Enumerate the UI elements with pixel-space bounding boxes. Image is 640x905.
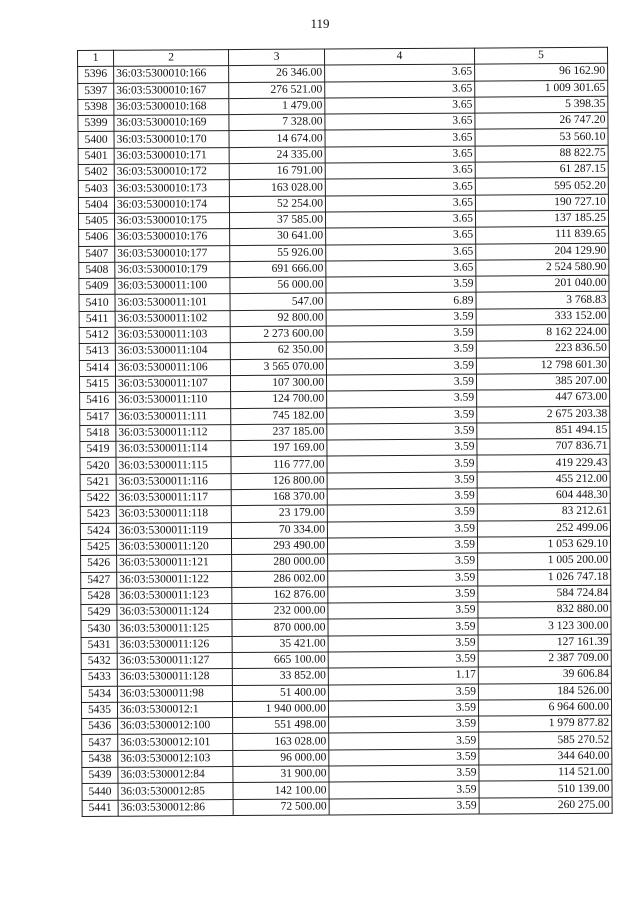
total-value: 137 185.25 (475, 210, 608, 227)
rate-value: 1.17 (328, 667, 478, 684)
total-value: 3 768.83 (476, 292, 609, 309)
total-value: 6 964 600.00 (478, 699, 611, 716)
row-number: 5403 (78, 181, 114, 198)
rate-value: 3.65 (325, 130, 475, 147)
rate-value: 3.59 (326, 309, 476, 326)
total-value: 1 053 629.10 (477, 536, 610, 553)
row-number: 5437 (82, 735, 118, 752)
total-value: 111 839.65 (476, 227, 609, 244)
rate-value: 3.59 (328, 570, 478, 587)
rate-value: 6.89 (326, 293, 476, 310)
total-value: 344 640.00 (479, 748, 612, 765)
rate-value: 3.65 (326, 244, 476, 261)
cadastral-number: 36:03:5300011:115 (116, 457, 231, 474)
row-number: 5406 (79, 230, 115, 247)
total-value: 260 275.00 (479, 797, 612, 814)
cadastral-number: 36:03:5300010:169 (114, 115, 229, 132)
rate-value: 3.59 (327, 407, 477, 424)
area-value: 16 791.00 (229, 163, 325, 180)
rate-value: 3.59 (329, 765, 479, 782)
row-number: 5412 (79, 327, 115, 344)
area-value: 30 641.00 (230, 228, 326, 245)
area-value: 163 028.00 (233, 733, 329, 750)
row-number: 5430 (81, 621, 117, 638)
area-value: 745 182.00 (231, 408, 327, 425)
header-col-1: 1 (78, 50, 114, 67)
rate-value: 3.65 (325, 211, 475, 228)
rate-value: 3.59 (328, 651, 478, 668)
row-number: 5441 (82, 800, 118, 817)
cadastral-number: 36:03:5300012:103 (118, 750, 233, 767)
cadastral-number: 36:03:5300011:127 (117, 653, 232, 670)
cadastral-number: 36:03:5300011:122 (117, 571, 232, 588)
rate-value: 3.59 (327, 390, 477, 407)
cadastral-number: 36:03:5300011:118 (116, 506, 231, 523)
area-value: 31 900.00 (233, 766, 329, 783)
rate-value: 3.59 (326, 358, 476, 375)
area-value: 276 521.00 (229, 82, 325, 99)
cadastral-number: 36:03:5300010:177 (115, 245, 230, 262)
total-value: 419 229.43 (477, 455, 610, 472)
data-table (77, 47, 613, 817)
cadastral-number: 36:03:5300011:121 (117, 555, 232, 572)
cadastral-number: 36:03:5300011:111 (116, 408, 231, 425)
total-value: 88 822.75 (475, 145, 608, 162)
total-value: 2 524 580.90 (476, 259, 609, 276)
row-number: 5426 (81, 555, 117, 572)
rate-value: 3.59 (328, 586, 478, 603)
cadastral-number: 36:03:5300011:104 (115, 343, 230, 360)
row-number: 5413 (79, 344, 115, 361)
rate-value: 3.59 (328, 635, 478, 652)
rate-value: 3.59 (327, 488, 477, 505)
cadastral-number: 36:03:5300010:168 (114, 98, 229, 115)
rate-value: 3.59 (328, 553, 478, 570)
area-value: 691 666.00 (230, 261, 326, 278)
area-value: 293 490.00 (231, 538, 327, 555)
total-value: 127 161.39 (478, 634, 611, 651)
row-number: 5433 (81, 670, 117, 687)
row-number: 5436 (82, 718, 118, 735)
total-value: 190 727.10 (475, 194, 608, 211)
area-value: 72 500.00 (233, 799, 329, 816)
rate-value: 3.59 (326, 325, 476, 342)
total-value: 114 521.00 (479, 764, 612, 781)
row-number: 5431 (81, 637, 117, 654)
area-value: 3 565 070.00 (230, 359, 326, 376)
area-value: 52 254.00 (229, 196, 325, 213)
cadastral-number: 36:03:5300010:179 (115, 261, 230, 278)
area-value: 870 000.00 (232, 619, 328, 636)
cadastral-number: 36:03:5300011:123 (117, 587, 232, 604)
total-value: 61 287.15 (475, 161, 608, 178)
cadastral-number: 36:03:5300010:166 (114, 66, 229, 83)
cadastral-number: 36:03:5300011:110 (116, 392, 231, 409)
total-value: 53 560.10 (475, 129, 608, 146)
total-value: 455 212.00 (477, 471, 610, 488)
row-number: 5420 (80, 458, 116, 475)
area-value: 126 800.00 (231, 473, 327, 490)
rate-value: 3.59 (327, 455, 477, 472)
area-value: 197 169.00 (231, 440, 327, 457)
rate-value: 3.65 (325, 195, 475, 212)
area-value: 2 273 600.00 (230, 326, 326, 343)
rate-value: 3.65 (325, 97, 475, 114)
row-number: 5398 (78, 99, 114, 116)
cadastral-number: 36:03:5300011:102 (115, 310, 230, 327)
rate-value: 3.59 (327, 537, 477, 554)
row-number: 5408 (79, 262, 115, 279)
rate-value: 3.59 (326, 374, 476, 391)
total-value: 851 494.15 (477, 422, 610, 439)
rate-value: 3.65 (326, 227, 476, 244)
area-value: 23 179.00 (231, 505, 327, 522)
cadastral-number: 36:03:5300011:119 (116, 522, 231, 539)
total-value: 2 675 203.38 (477, 406, 610, 423)
cadastral-number: 36:03:5300010:176 (115, 229, 230, 246)
row-number: 5417 (80, 409, 116, 426)
row-number: 5396 (78, 67, 114, 84)
cadastral-number: 36:03:5300010:171 (114, 147, 229, 164)
cadastral-number: 36:03:5300011:117 (116, 490, 231, 507)
row-number: 5421 (80, 474, 116, 491)
area-value: 62 350.00 (230, 342, 326, 359)
row-number: 5414 (79, 360, 115, 377)
cadastral-number: 36:03:5300012:86 (118, 799, 233, 816)
row-number: 5402 (78, 164, 114, 181)
row-number: 5419 (80, 441, 116, 458)
cadastral-number: 36:03:5300011:98 (117, 685, 232, 702)
total-value: 832 880.00 (478, 601, 611, 618)
area-value: 142 100.00 (233, 782, 329, 799)
area-value: 37 585.00 (229, 212, 325, 229)
total-value: 5 398.35 (475, 96, 608, 113)
cadastral-number: 36:03:5300011:114 (116, 441, 231, 458)
row-number: 5405 (78, 213, 114, 230)
row-number: 5438 (82, 751, 118, 768)
area-value: 665 100.00 (232, 652, 328, 669)
total-value: 201 040.00 (476, 275, 609, 292)
rate-value: 3.65 (325, 113, 475, 130)
rate-value: 3.59 (329, 733, 479, 750)
row-number: 5409 (79, 278, 115, 295)
area-value: 286 002.00 (232, 570, 328, 587)
area-value: 56 000.00 (230, 277, 326, 294)
rate-value: 3.59 (328, 602, 478, 619)
row-number: 5416 (80, 393, 116, 410)
total-value: 83 212.61 (477, 504, 610, 521)
row-number: 5423 (80, 507, 116, 524)
total-value: 96 162.90 (475, 64, 608, 81)
rate-value: 3.65 (325, 81, 475, 98)
rate-value: 3.65 (325, 146, 475, 163)
rate-value: 3.59 (327, 439, 477, 456)
total-value: 12 798 601.30 (476, 357, 609, 374)
total-value: 1 005 200.00 (478, 552, 611, 569)
total-value: 8 162 224.00 (476, 324, 609, 341)
cadastral-number: 36:03:5300010:172 (114, 164, 229, 181)
cadastral-number: 36:03:5300011:107 (115, 376, 230, 393)
area-value: 70 334.00 (231, 522, 327, 539)
row-number: 5428 (81, 588, 117, 605)
rate-value: 3.59 (327, 504, 477, 521)
rate-value: 3.65 (325, 178, 475, 195)
row-number: 5425 (80, 539, 116, 556)
row-number: 5429 (81, 604, 117, 621)
area-value: 168 370.00 (231, 489, 327, 506)
row-number: 5418 (80, 425, 116, 442)
area-value: 26 346.00 (229, 65, 325, 82)
total-value: 2 387 709.00 (478, 650, 611, 667)
total-value: 1 979 877.82 (479, 715, 612, 732)
cadastral-number: 36:03:5300012:100 (118, 718, 233, 735)
rate-value: 3.59 (329, 749, 479, 766)
cadastral-number: 36:03:5300010:174 (114, 196, 229, 213)
area-value: 280 000.00 (232, 554, 328, 571)
area-value: 551 498.00 (233, 717, 329, 734)
row-number: 5432 (81, 653, 117, 670)
cadastral-number: 36:03:5300012:1 (117, 701, 232, 718)
total-value: 584 724.84 (478, 585, 611, 602)
row-number: 5422 (80, 490, 116, 507)
row-number: 5411 (79, 311, 115, 328)
cadastral-number: 36:03:5300011:112 (116, 424, 231, 441)
rate-value: 3.59 (328, 700, 478, 717)
rate-value: 3.59 (329, 716, 479, 733)
total-value: 707 836.71 (477, 438, 610, 455)
area-value: 547.00 (230, 293, 326, 310)
total-value: 595 052.20 (475, 178, 608, 195)
row-number: 5410 (79, 295, 115, 312)
cadastral-number: 36:03:5300011:124 (117, 604, 232, 621)
rate-value: 3.59 (327, 472, 477, 489)
total-value: 184 526.00 (478, 683, 611, 700)
area-value: 24 335.00 (229, 147, 325, 164)
area-value: 1 479.00 (229, 98, 325, 115)
area-value: 107 300.00 (230, 375, 326, 392)
area-value: 7 328.00 (229, 114, 325, 131)
cadastral-number: 36:03:5300010:167 (114, 82, 229, 99)
rate-value: 3.59 (326, 276, 476, 293)
cadastral-number: 36:03:5300012:85 (118, 783, 233, 800)
total-value: 510 139.00 (479, 781, 612, 798)
total-value: 26 747.20 (475, 112, 608, 129)
header-col-4: 4 (324, 48, 474, 65)
area-value: 162 876.00 (232, 587, 328, 604)
area-value: 14 674.00 (229, 130, 325, 147)
rate-value: 3.59 (328, 618, 478, 635)
area-value: 237 185.00 (231, 424, 327, 441)
header-col-3: 3 (229, 49, 325, 66)
page-number: 119 (310, 16, 330, 31)
cadastral-number: 36:03:5300011:125 (117, 620, 232, 637)
row-number: 5427 (81, 572, 117, 589)
cadastral-number: 36:03:5300011:120 (116, 538, 231, 555)
row-number: 5435 (81, 702, 117, 719)
cadastral-number: 36:03:5300011:116 (116, 473, 231, 490)
cadastral-number: 36:03:5300010:170 (114, 131, 229, 148)
rate-value: 3.65 (326, 260, 476, 277)
header-col-2: 2 (114, 50, 229, 67)
row-number: 5400 (78, 132, 114, 149)
cadastral-number: 36:03:5300010:175 (114, 213, 229, 230)
area-value: 55 926.00 (230, 245, 326, 262)
area-value: 1 940 000.00 (232, 701, 328, 718)
table-body (78, 64, 613, 817)
row-number: 5439 (82, 767, 118, 784)
cadastral-number: 36:03:5300011:128 (117, 669, 232, 686)
cadastral-number: 36:03:5300011:101 (115, 294, 230, 311)
table-row (82, 797, 612, 817)
cadastral-number: 36:03:5300011:103 (115, 327, 230, 344)
total-value: 1 009 301.65 (475, 80, 608, 97)
cadastral-number: 36:03:5300011:106 (115, 359, 230, 376)
row-number: 5399 (78, 115, 114, 132)
total-value: 385 207.00 (476, 373, 609, 390)
cadastral-number: 36:03:5300011:100 (115, 278, 230, 295)
total-value: 204 129.90 (476, 243, 609, 260)
total-value: 252 499.06 (477, 520, 610, 537)
row-number: 5424 (80, 523, 116, 540)
row-number: 5397 (78, 83, 114, 100)
rate-value: 3.59 (329, 798, 479, 815)
total-value: 1 026 747.18 (478, 569, 611, 586)
area-value: 116 777.00 (231, 456, 327, 473)
area-value: 33 852.00 (232, 668, 328, 685)
row-number: 5440 (82, 784, 118, 801)
row-number: 5434 (81, 686, 117, 703)
rate-value: 3.59 (327, 423, 477, 440)
row-number: 5401 (78, 148, 114, 165)
area-value: 124 700.00 (231, 391, 327, 408)
total-value: 604 448.30 (477, 487, 610, 504)
cadastral-number: 36:03:5300012:84 (118, 767, 233, 784)
rate-value: 3.59 (329, 781, 479, 798)
cadastral-number: 36:03:5300010:173 (114, 180, 229, 197)
area-value: 51 400.00 (232, 685, 328, 702)
row-number: 5407 (79, 246, 115, 263)
cadastral-number: 36:03:5300012:101 (118, 734, 233, 751)
area-value: 163 028.00 (229, 179, 325, 196)
row-number: 5415 (79, 376, 115, 393)
total-value: 585 270.52 (479, 732, 612, 749)
rate-value: 3.65 (325, 64, 475, 81)
total-value: 223 836.50 (476, 341, 609, 358)
total-value: 3 123 300.00 (478, 618, 611, 635)
area-value: 92 800.00 (230, 310, 326, 327)
cadastral-number: 36:03:5300011:126 (117, 636, 232, 653)
rate-value: 3.59 (328, 684, 478, 701)
total-value: 333 152.00 (476, 308, 609, 325)
rate-value: 3.59 (326, 341, 476, 358)
area-value: 232 000.00 (232, 603, 328, 620)
total-value: 39 606.84 (478, 667, 611, 684)
rate-value: 3.59 (327, 521, 477, 538)
row-number: 5404 (78, 197, 114, 214)
rate-value: 3.65 (325, 162, 475, 179)
area-value: 35 421.00 (232, 636, 328, 653)
area-value: 96 000.00 (233, 750, 329, 767)
header-col-5: 5 (474, 47, 607, 64)
total-value: 447 673.00 (477, 389, 610, 406)
